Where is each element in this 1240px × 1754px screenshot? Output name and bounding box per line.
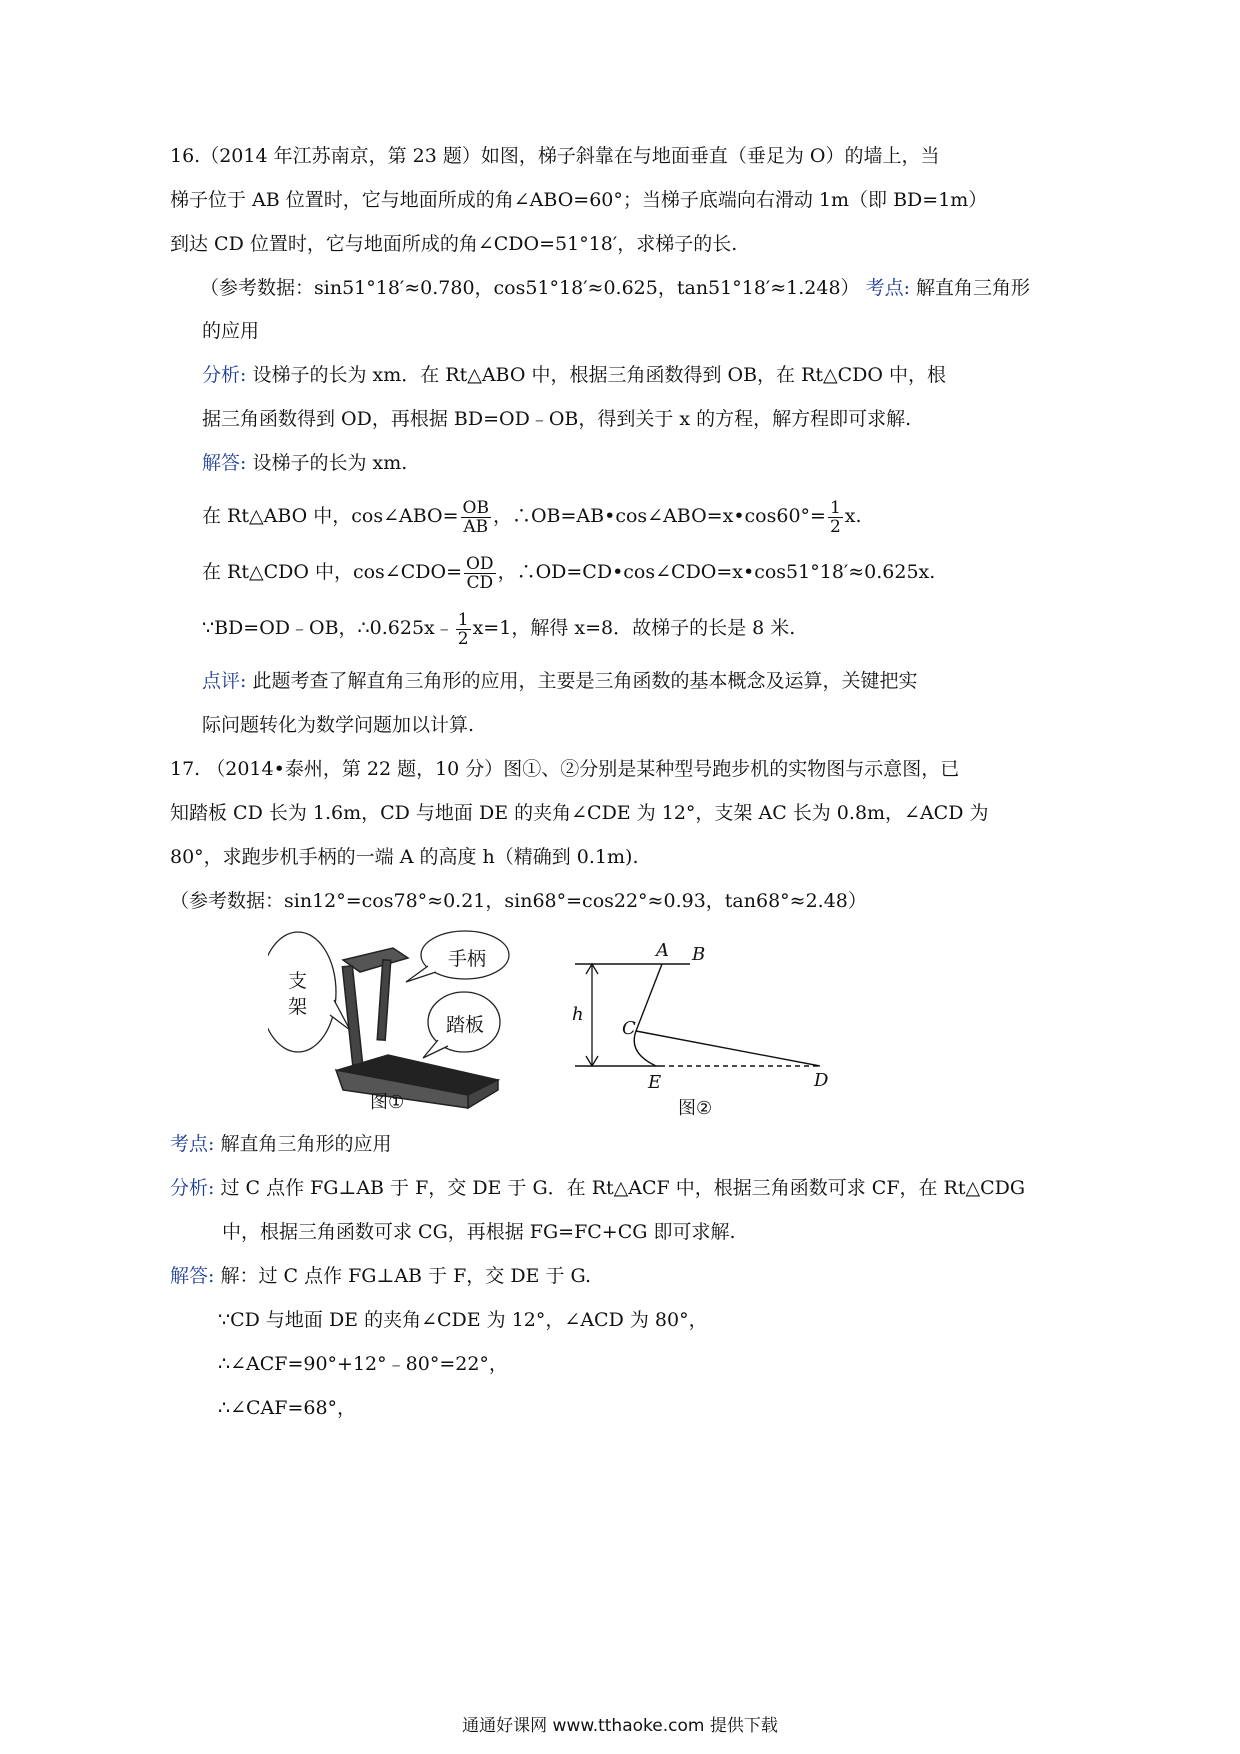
q16-analysis-line — [202, 363, 946, 387]
figure-1-treadmill — [268, 930, 533, 1120]
q17-step-1: ∵CD 与地面 DE 的夹角∠CDE 为 12°，∠ACD 为 80°， — [218, 1309, 708, 1331]
q17-reference-data: （参考数据：sin12°=cos78°≈0.21，sin68°=cos22°≈0.93，tan68°≈2.48） — [170, 890, 867, 912]
schematic-diagram — [570, 938, 840, 1120]
q16-line-1: 16.（2014 年江苏南京，第 23 题）如图，梯子斜靠在与地面垂直（垂足为 O）的墙上，当 — [170, 145, 940, 167]
label-E: E — [648, 1072, 662, 1093]
q17-step-3: ∴∠CAF=68°， — [218, 1397, 357, 1419]
q16-kaodian-label: 考点: — [865, 277, 910, 299]
q16-line-7: 际问题转化为数学问题加以计算. — [202, 714, 475, 736]
q17-analysis-line — [170, 1176, 1025, 1200]
eq2-denominator: CD — [466, 572, 494, 593]
eq3-part-a: ∵BD=OD﹣OB，∴0.625x﹣ — [202, 617, 454, 639]
q17-answer-text: 解：过 C 点作 FG⊥AB 于 F，交 DE 于 G. — [220, 1265, 592, 1287]
q16-comment-line — [202, 669, 917, 693]
q17-line-3: 80°，求跑步机手柄的一端 A 的高度 h（精确到 0.1m). — [170, 846, 639, 868]
eq3-denominator: 2 — [457, 628, 469, 649]
eq2-numerator: OD — [466, 553, 494, 574]
q17-line-2: 知踏板 CD 长为 1.6m，CD 与地面 DE 的夹角∠CDE 为 12°，支架 AC 长为 0.8m，∠ACD 为 — [170, 802, 989, 824]
q17-line-5: 中，根据三角函数可求 CG，再根据 FG=FC+CG 即可求解. — [222, 1221, 736, 1243]
q16-comment-label: 点评: — [202, 670, 247, 692]
q16-line-5: 的应用 — [202, 320, 260, 342]
q17-kaodian-text: 解直角三角形的应用 — [220, 1133, 392, 1155]
eq3-part-b: x=1，解得 x=8．故梯子的长是 8 米. — [472, 617, 796, 639]
q16-line-6: 据三角函数得到 OD，再根据 BD=OD﹣OB，得到关于 x 的方程，解方程即可求解. — [202, 408, 912, 430]
q16-equation-3 — [202, 606, 795, 650]
eq3-fraction — [456, 611, 471, 648]
q16-reference-data: （参考数据：sin51°18′≈0.780，cos51°18′≈0.625，tan51°18′≈1.248） — [200, 277, 860, 299]
bubble-handle: 手柄 — [448, 948, 487, 970]
q16-equation-1 — [202, 494, 862, 538]
eq3-numerator: 1 — [457, 609, 469, 630]
eq1-fraction — [461, 499, 491, 536]
bubble-support: 支架 — [288, 970, 308, 1018]
eq1-part-b: ，∴OB=AB•cos∠ABO=x•cos60°= — [492, 505, 826, 527]
figure-2-schematic — [570, 938, 840, 1120]
label-h: h — [572, 1004, 584, 1025]
page-footer: 通通好课网 www.tthaoke.com 提供下载 — [462, 1716, 778, 1736]
q16-equation-2 — [202, 550, 935, 594]
eq2-part-b: ，∴OD=CD•cos∠CDO=x•cos51°18′≈0.625x. — [497, 561, 936, 583]
eq1-fraction-2 — [828, 499, 843, 536]
eq2-part-a: 在 Rt△CDO 中，cos∠CDO= — [202, 561, 462, 583]
q16-answer-line — [202, 451, 407, 475]
q16-analysis-label: 分析: — [202, 364, 247, 386]
q17-line-1: 17. （2014•泰州，第 22 题，10 分）图①、②分别是某种型号跑步机的实物图与示意图，已 — [170, 758, 960, 780]
eq1-denominator-2: 2 — [829, 516, 841, 537]
eq1-denominator: AB — [463, 516, 489, 537]
label-A: A — [656, 940, 669, 961]
label-B: B — [692, 944, 706, 965]
bubble-board: 踏板 — [446, 1014, 485, 1036]
q17-kaodian-label: 考点: — [170, 1133, 215, 1155]
q16-answer-text: 设梯子的长为 xm. — [252, 452, 408, 474]
q16-kaodian-text: 解直角三角形 — [916, 277, 1031, 299]
q16-reference-line — [200, 276, 1030, 300]
q16-analysis-text: 设梯子的长为 xm．在 Rt△ABO 中，根据三角函数得到 OB，在 Rt△CDO 中，根 — [252, 364, 947, 386]
q17-answer-label: 解答: — [170, 1265, 215, 1287]
label-D: D — [814, 1070, 829, 1091]
eq2-fraction — [464, 555, 496, 592]
q17-answer-line — [170, 1264, 591, 1288]
eq1-part-c: x. — [844, 505, 862, 527]
q17-analysis-label: 分析: — [170, 1177, 215, 1199]
q17-step-2: ∴∠ACF=90°+12°﹣80°=22°， — [218, 1353, 508, 1375]
q17-analysis-text: 过 C 点作 FG⊥AB 于 F，交 DE 于 G．在 Rt△ACF 中，根据三角函数可求 CF，在 Rt△CDG — [220, 1177, 1026, 1199]
q17-kaodian-line — [170, 1132, 391, 1156]
eq1-part-a: 在 Rt△ABO 中，cos∠ABO= — [202, 505, 459, 527]
figure-2-caption: 图② — [678, 1098, 713, 1119]
figure-1-caption: 图① — [370, 1092, 405, 1113]
q16-line-2: 梯子位于 AB 位置时，它与地面所成的角∠ABO=60°；当梯子底端向右滑动 1m（即 BD=1m） — [170, 189, 988, 211]
eq1-numerator-2: 1 — [829, 497, 841, 518]
label-C: C — [622, 1018, 636, 1039]
q16-line-3: 到达 CD 位置时，它与地面所成的角∠CDO=51°18′，求梯子的长. — [170, 233, 738, 255]
q16-comment-text: 此题考查了解直角三角形的应用，主要是三角函数的基本概念及运算，关键把实 — [252, 670, 918, 692]
eq1-numerator: OB — [462, 497, 489, 518]
q16-answer-label: 解答: — [202, 452, 247, 474]
